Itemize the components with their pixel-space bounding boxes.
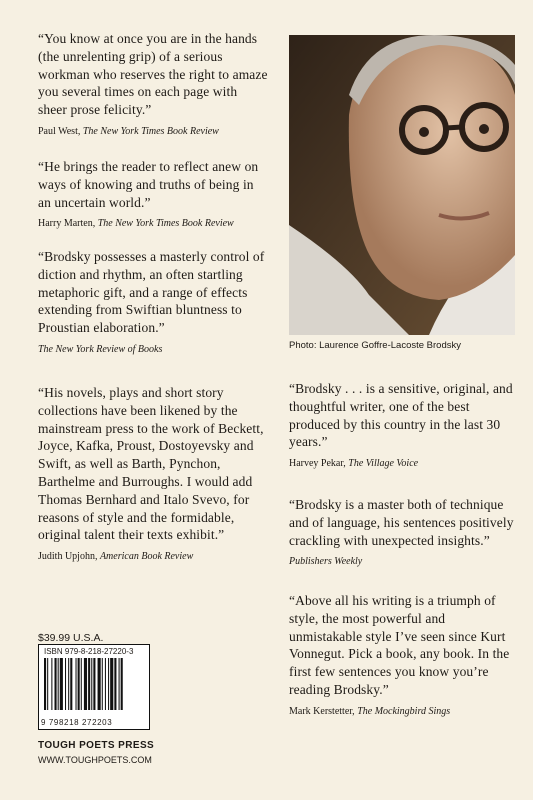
price-label: $39.99 U.S.A.: [38, 632, 104, 644]
blurb-west: [38, 30, 268, 138]
barcode-stripe: [102, 658, 103, 710]
barcode-digits: 9 798218 272203: [41, 718, 113, 727]
barcode-stripe: [81, 658, 82, 710]
blurb-author: Harvey Pekar,: [289, 458, 349, 470]
barcode-stripe: [84, 658, 87, 710]
blurb-source: The New York Times Book Review: [97, 218, 234, 230]
barcode-stripe: [114, 658, 116, 710]
blurb-source: The New York Review of Books: [38, 343, 163, 355]
blurb-attribution: [38, 217, 268, 230]
blurb-upjohn: [38, 384, 268, 563]
barcode-stripe: [51, 658, 52, 710]
blurb-source: American Book Review: [99, 551, 194, 563]
barcode-stripe: [76, 658, 77, 710]
blurb-text: “You know at once you are in the hands (the unrelenting grip) of a serious workman who reserves the right to amaze you several times on each page with sheer prose felicity.”: [38, 31, 268, 118]
author-photo: [289, 35, 515, 335]
blurb-author: Judith Upjohn,: [38, 551, 100, 563]
isbn-number: ISBN 979-8-218-27220-3: [44, 647, 134, 656]
barcode-bars: [42, 658, 146, 710]
blurb-source: Publishers Weekly: [289, 556, 363, 568]
blurb-author: Mark Kerstetter,: [289, 705, 358, 717]
barcode-stripe: [78, 658, 80, 710]
publisher-website: WWW.TOUGHPOETS.COM: [38, 755, 152, 765]
blurb-attribution: [289, 457, 514, 470]
barcode-stripe: [68, 658, 69, 710]
blurb-text: “Brodsky . . . is a sensitive, original, and thoughtful writer, one of the best produced by this country in the last 30 years.”: [289, 381, 513, 450]
blurb-text: “His novels, plays and short story collections have been likened by the mainstream press to the work of Beckett, Joyce, Kafka, Proust, Dostoyevsky and Swift, as well as Barth, Pynchon, Barthelme and Burroughs. I would add Thomas Bernhard and Italo Svevo, for reasons of style and the formidable, original talent their texts exhibit.”: [38, 385, 264, 543]
barcode-stripe: [119, 658, 120, 710]
isbn-barcode: [38, 644, 150, 730]
barcode-stripe: [47, 658, 48, 710]
blurb-text: “Brodsky possesses a masterly control of diction and rhythm, an often startling metaphoric gift, and a range of effects extending from Swiftian bluntness to Proustian elaboration.”: [38, 249, 265, 336]
blurb-author: Paul West,: [38, 125, 83, 137]
barcode-stripe: [93, 658, 95, 710]
barcode-stripe: [98, 658, 101, 710]
blurb-attribution: [38, 343, 268, 356]
barcode-stripe: [121, 658, 123, 710]
blurb-attribution: [38, 125, 268, 138]
barcode-stripe: [105, 658, 106, 710]
blurb-marten: [38, 158, 268, 230]
barcode-stripe: [91, 658, 92, 710]
blurb-kerstetter: [289, 592, 514, 718]
blurb-source: The New York Times Book Review: [82, 125, 219, 137]
blurb-attribution: [38, 550, 268, 563]
author-portrait-image: [289, 35, 515, 335]
blurb-source: The Village Voice: [348, 458, 419, 470]
blurb-pekar: [289, 380, 514, 470]
barcode-stripe: [60, 658, 63, 710]
blurb-attribution: [289, 705, 514, 718]
barcode-stripe: [108, 658, 109, 710]
publisher-name: TOUGH POETS PRESS: [38, 740, 155, 751]
photo-caption: Photo: Laurence Goffre-Lacoste Brodsky: [289, 340, 461, 351]
blurb-text: “Brodsky is a master both of technique and of language, his sentences positively crackling with unexpected insights.”: [289, 497, 514, 548]
blurb-source: The Mockingbird Sings: [357, 705, 451, 717]
blurb-pw: [289, 496, 514, 568]
blurb-text: “Above all his writing is a triumph of style, the most powerful and unmistakable style I’ve seen since Kurt Vonnegut. Pick a book, any book. In the first few sentences you know you’re reading Brodsky.”: [289, 593, 510, 697]
barcode-stripe: [58, 658, 59, 710]
barcode-stripe: [88, 658, 90, 710]
barcode-stripe: [55, 658, 57, 710]
barcode-stripe: [110, 658, 113, 710]
barcode-stripe: [65, 658, 66, 710]
blurb-text: “He brings the reader to reflect anew on ways of knowing and truths of being in an uncertain world.”: [38, 159, 259, 210]
blurb-author: Harry Marten,: [38, 218, 98, 230]
blurb-attribution: [289, 555, 514, 568]
blurb-nyrb: [38, 248, 268, 356]
barcode-stripe: [44, 658, 46, 710]
barcode-stripe: [70, 658, 72, 710]
